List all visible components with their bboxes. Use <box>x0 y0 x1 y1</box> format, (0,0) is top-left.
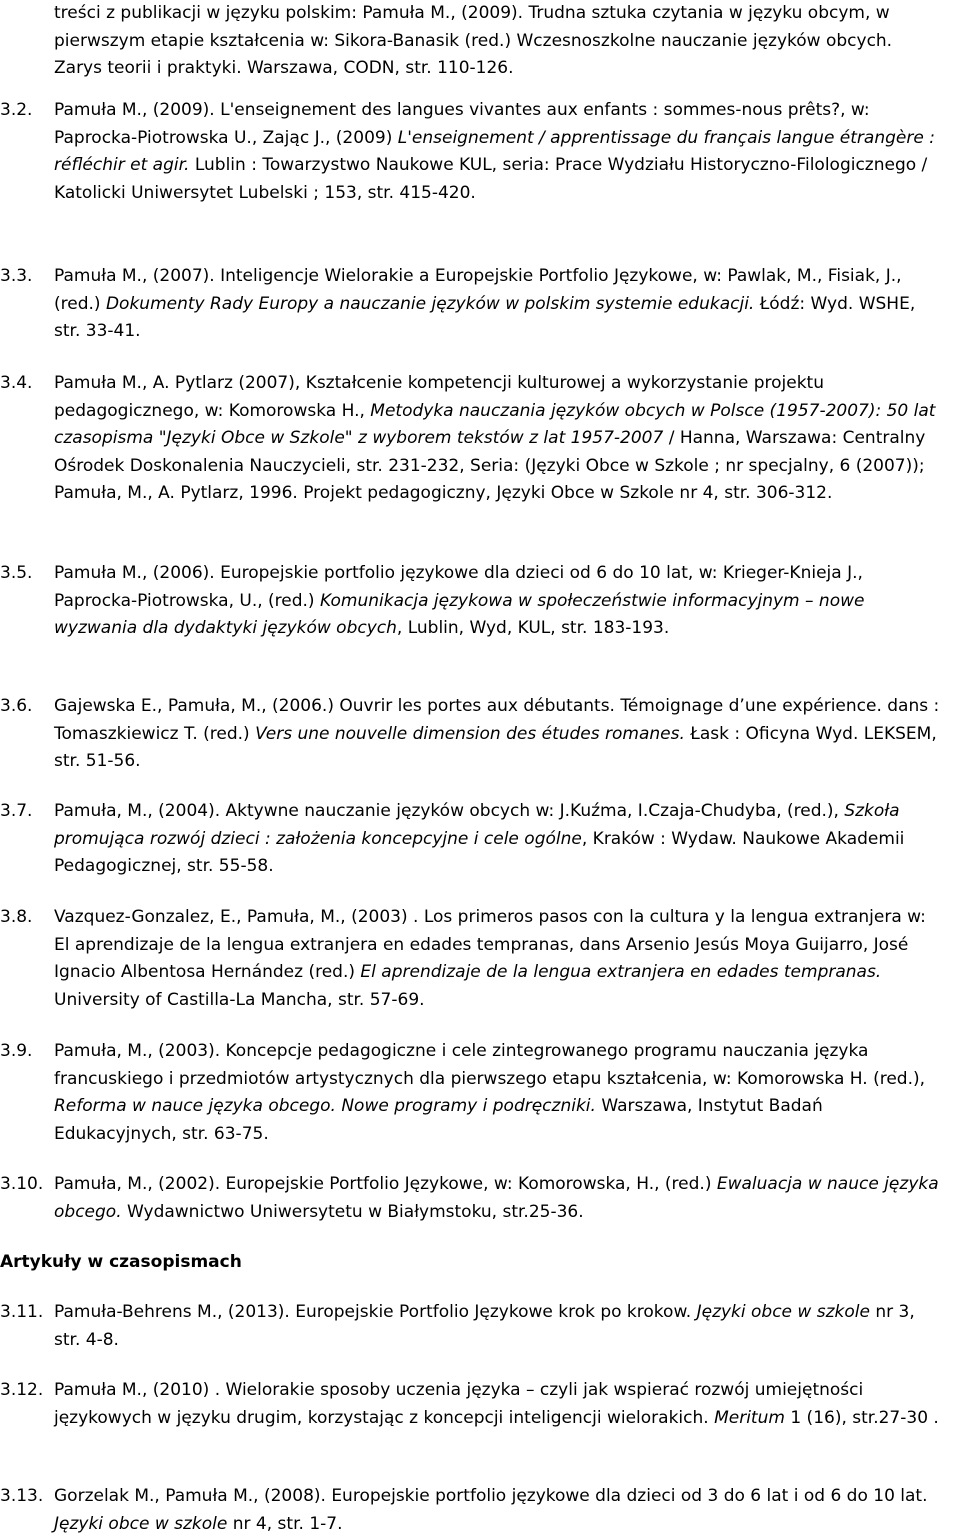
reference-number: 3.12. <box>0 1380 44 1400</box>
reference-number: 3.4. <box>0 373 33 393</box>
reference-title-italic: El aprendizaje de la lengua extranjera en edades tempranas. <box>360 962 882 982</box>
reference-number: 3.11. <box>0 1302 44 1322</box>
reference-entry-3-3 <box>0 263 945 346</box>
reference-entry-3-6 <box>0 693 945 776</box>
reference-number: 3.5. <box>0 563 33 583</box>
reference-entry-3-9 <box>0 1038 945 1148</box>
reference-text-segment: Wydawnictwo Uniwersytetu w Białymstoku, str.25-36. <box>121 1201 584 1222</box>
reference-entry-3-11 <box>0 1299 945 1354</box>
reference-text <box>54 263 945 346</box>
reference-entry-3-5 <box>0 560 945 643</box>
reference-number: 3.7. <box>0 801 33 821</box>
reference-entry-3-8 <box>0 904 945 1014</box>
reference-entry-3-13 <box>0 1483 945 1538</box>
reference-text-segment: Lublin : Towarzystwo Naukowe KUL, seria: Prace Wydziału Historyczno-Filologicznego / Katolicki Uniwersytet Lubelski ; 153, str. 415-420. <box>54 155 928 203</box>
reference-title-italic: Szkoła promująca rozwój dzieci : założenia koncepcyjne i cele ogólne <box>54 801 900 849</box>
reference-text-segment: Pamuła, M., (2004). Aktywne nauczanie języków obcych w: J.Kuźma, I.Czaja-Chudyba, (red.), <box>54 801 845 821</box>
reference-number: 3.13. <box>0 1486 44 1506</box>
reference-text <box>54 0 945 83</box>
reference-text-segment: nr 4, str. 1-7. <box>227 1513 343 1534</box>
reference-text <box>54 1171 945 1226</box>
reference-text <box>54 904 945 1014</box>
reference-number: 3.3. <box>0 266 33 286</box>
reference-text-segment: Gajewska E., Pamuła, M., (2006.) Ouvrir les portes aux débutants. Témoignage d’une expérience. dans : Tomaszkiewicz T. (red.) <box>54 696 940 744</box>
reference-text-segment: University of Castilla-La Mancha, str. 57-69. <box>54 989 425 1010</box>
reference-text-segment: , Lublin, Wyd, KUL, str. 183-193. <box>396 618 670 638</box>
reference-title-italic: Reforma w nauce języka obcego. Nowe programy i podręczniki. <box>54 1096 596 1116</box>
reference-text <box>54 798 945 881</box>
reference-number: 3.6. <box>0 696 33 716</box>
reference-entry-3-4 <box>0 370 945 508</box>
reference-text-segment: / Hanna, Warszawa: Centralny Ośrodek Doskonalenia Nauczycieli, str. 231-232, Seria: (Języki Obce w Szkole ; nr specjalny, 6 (2007)); Pamuła, M., A. Pytlarz, 1996. Projekt pedagogiczny, Języki Obce w Szkole nr 4, str. 306-312. <box>54 428 926 503</box>
reference-text-segment: , Kraków : Wydaw. Naukowe Akademii Pedagogicznej, str. 55-58. <box>54 828 905 876</box>
reference-text-segment: Łódź: Wyd. WSHE, str. 33-41. <box>54 293 916 341</box>
reference-number: 3.2. <box>0 100 33 120</box>
section-heading: Artykuły w czasopismach <box>0 1252 242 1272</box>
reference-entry-3-2 <box>0 97 945 207</box>
reference-text <box>54 370 945 508</box>
reference-title-italic: Vers une nouvelle dimension des études romanes. <box>255 723 685 744</box>
reference-text-segment: Pamuła, M., (2003). Koncepcje pedagogiczne i cele zintegrowanego programu nauczania języka francuskiego i przedmiotów artystycznych dla pierwszego etapu kształcenia, w: Komorowska H. (red.), <box>54 1041 926 1089</box>
reference-number: 3.9. <box>0 1041 33 1061</box>
reference-title-italic: Dokumenty Rady Europy a nauczanie języków w polskim systemie edukacji. <box>105 293 755 314</box>
reference-text-segment: Vazquez-Gonzalez, E., Pamuła, M., (2003) . Los primeros pasos con la cultura y la lengua extranjera w: El aprendizaje de la lengua extranjera en edades tempranas, dans Arsenio Jesús Moya Guijarro, José Ignacio Albentosa Hernández (red.) <box>54 907 926 982</box>
reference-title-italic: Komunikacja językowa w społeczeństwie informacyjnym – nowe wyzwania dla dydaktyki języków obcych <box>54 590 865 638</box>
reference-entry-continued <box>54 0 945 83</box>
reference-title-italic: L'enseignement / apprentissage du français langue étrangère : réfléchir et agir. <box>54 127 935 175</box>
reference-text-segment: Pamuła M., A. Pytlarz (2007), Kształcenie kompetencji kulturowej a wykorzystanie projektu pedagogicznego, w: Komorowska H., <box>54 373 824 421</box>
reference-title-italic: Ewaluacja w nauce języka obcego. <box>54 1174 939 1222</box>
reference-text-segment: treści z publikacji w języku polskim: Pamuła M., (2009). Trudna sztuka czytania w języku obcym, w pierwszym etapie kształcenia w: Sikora-Banasik (red.) Wczesnoszkolne nauczanie języków obcych. Zarys teorii i praktyki. Warszawa, CODN, str. 110-126. <box>54 3 893 78</box>
reference-text <box>54 1483 945 1538</box>
reference-text <box>54 97 945 207</box>
reference-text-segment: Pamuła-Behrens M., (2013). Europejskie Portfolio Językowe krok po krokow. <box>54 1302 697 1322</box>
reference-text <box>54 1299 945 1354</box>
reference-text-segment: Pamuła, M., (2002). Europejskie Portfolio Językowe, w: Komorowska, H., (red.) <box>54 1174 717 1194</box>
reference-entry-3-10 <box>0 1171 945 1226</box>
reference-text <box>54 560 945 643</box>
reference-entry-3-12 <box>0 1377 945 1432</box>
reference-text <box>54 1038 945 1148</box>
reference-text <box>54 693 945 776</box>
reference-text-segment: Warszawa, Instytut Badań Edukacyjnych, str. 63-75. <box>54 1096 823 1144</box>
reference-number: 3.8. <box>0 907 33 927</box>
reference-title-italic: Języki obce w szkole <box>54 1513 228 1534</box>
reference-text-segment: Łask : Oficyna Wyd. LEKSEM, str. 51-56. <box>54 723 937 771</box>
reference-title-italic: Języki obce w szkole <box>696 1302 870 1322</box>
reference-text-segment: nr 3, str. 4-8. <box>54 1302 915 1350</box>
reference-entry-3-7 <box>0 798 945 881</box>
reference-text-segment: Pamuła M., (2009). L'enseignement des langues vivantes aux enfants : sommes-nous prêts?, w: Paprocka-Piotrowska U., Zając J., (2009) <box>54 100 870 148</box>
reference-title-italic: Metodyka nauczania języków obcych w Polsce (1957-2007): 50 lat czasopisma "Języki Obce w Szkole" z wyborem tekstów z lat 1957-2007 <box>54 400 936 448</box>
reference-text-segment: Pamuła M., (2006). Europejskie portfolio językowe dla dzieci od 6 do 10 lat, w: Krieger-Knieja J., Paprocka-Piotrowska, U., (red.) <box>54 563 863 611</box>
reference-text-segment: 1 (16), str.27-30 . <box>784 1407 939 1428</box>
reference-title-italic: Meritum <box>714 1407 785 1428</box>
reference-number: 3.10. <box>0 1174 44 1194</box>
reference-text <box>54 1377 945 1432</box>
reference-text-segment: Pamuła M., (2007). Inteligencje Wielorakie a Europejskie Portfolio Językowe, w: Pawlak, M., Fisiak, J., (red.) <box>54 266 902 314</box>
reference-text-segment: Pamuła M., (2010) . Wielorakie sposoby uczenia języka – czyli jak wspierać rozwój umiejętności językowych w języku drugim, korzystając z koncepcji inteligencji wielorakich. <box>54 1380 864 1428</box>
reference-text-segment: Gorzelak M., Pamuła M., (2008). Europejskie portfolio językowe dla dzieci od 3 do 6 lat i od 6 do 10 lat. <box>54 1486 928 1506</box>
